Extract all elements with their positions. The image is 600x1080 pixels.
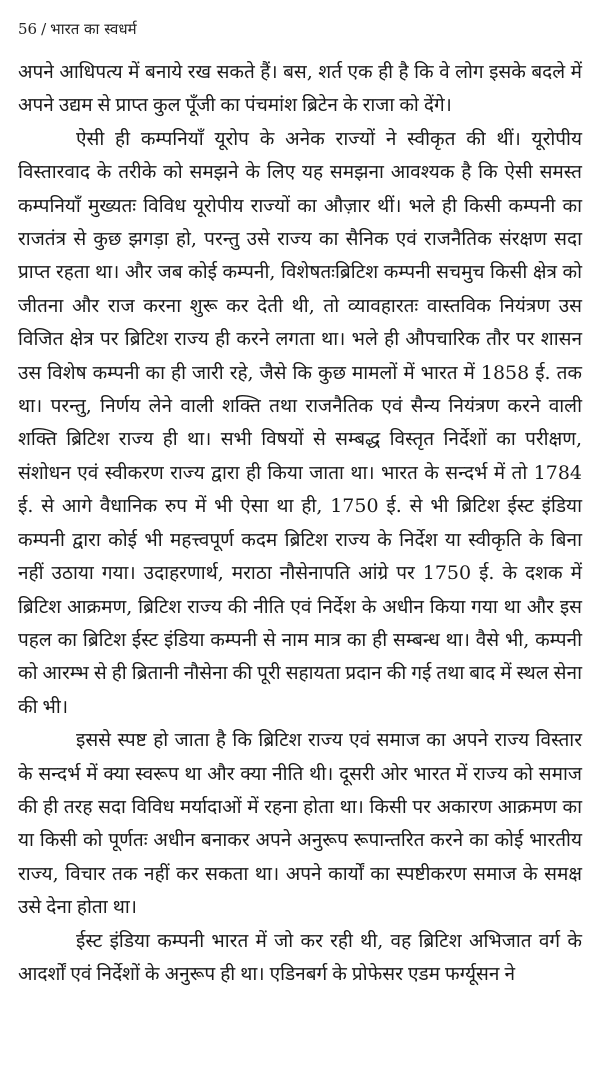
paragraph-3: इससे स्पष्ट हो जाता है कि ब्रिटिश राज्य एवं समाज का अपने राज्य विस्तार के सन्दर्भ में क्या स्वरूप था और क्या नीति थी। दूसरी ओर भारत में राज्य को समाज की ही तरह सदा विविध मर्यादाओं में रहना होता था। किसी पर अकारण आक्रमण का या किसी को पूर्णतः अधीन बनाकर अपने अनुरूप रूपान्तरित करने का कोई भारतीय राज्य, विचार तक नहीं कर सकता था। अपने कार्यों का स्पष्टीकरण समाज के समक्ष उसे देना होता था। [18, 729, 582, 919]
page-number: 56 [18, 20, 38, 38]
paragraph-2: ऐसी ही कम्पनियाँ यूरोप के अनेक राज्यों ने स्वीकृत की थीं। यूरोपीय विस्तारवाद के तरीके को समझने के लिए यह समझना आवश्यक है कि ऐसी समस्त कम्पनियाँ मुख्यतः विविध यूरोपीय राज्यों का औज़ार थीं। भले ही किसी कम्पनी का राजतंत्र से कुछ झगड़ा हो, परन्तु उसे राज्य का सैनिक एवं राजनैतिक संरक्षण सदा प्राप्त रहता था। और जब कोई कम्पनी, विशेषतःब्रिटिश कम्पनी सचमुच किसी क्षेत्र को जीतना और राज करना शुरू कर देती थी, तो व्यावहारतः वास्तविक नियंत्रण उस विजित क्षेत्र पर ब्रिटिश राज्य ही करने लगता था। भले ही औपचारिक तौर पर शासन उस विशेष कम्पनी का ही जारी रहे, जैसे कि कुछ मामलों में भारत में 1858 ई. तक था। परन्तु, निर्णय लेने वाली शक्ति तथा राजनैतिक एवं सैन्य नियंत्रण करने वाली शक्ति ब्रिटिश राज्य ही था। सभी विषयों से सम्बद्ध विस्तृत निर्देशों का परीक्षण, संशोधन एवं स्वीकरण राज्य द्वारा ही किया जाता था। भारत के सन्दर्भ में तो 1784 ई. से आगे वैधानिक रुप में भी ऐसा था ही, 1750 ई. से भी ब्रिटिश ईस्ट इंडिया कम्पनी द्वारा कोई भी महत्त्वपूर्ण कदम ब्रिटिश राज्य के निर्देश या स्वीकृति के बिना नहीं उठाया गया। उदाहरणार्थ, मराठा नौसेनापति आंग्रे पर 1750 ई. के दशक में ब्रिटिश आक्रमण, ब्रिटिश राज्य की नीति एवं निर्देश के अधीन किया गया था और इस पहल का ब्रिटिश ईस्ट इंडिया कम्पनी से नाम मात्र का ही सम्बन्ध था। वैसे भी, कम्पनी को आरम्भ से ही ब्रितानी नौसेना की पूरी सहायता प्रदान की गई तथा बाद में स्थल सेना की भी। [18, 127, 582, 718]
book-title: भारत का स्वधर्म [50, 20, 137, 38]
running-header [18, 20, 582, 38]
header-separator: / [41, 20, 47, 38]
paragraph-4: ईस्ट इंडिया कम्पनी भारत में जो कर रही थी, वह ब्रिटिश अभिजात वर्ग के आदर्शों एवं निर्देशों के अनुरूप ही था। एडिनबर्ग के प्रोफेसर एडम फर्ग्यूसन ने [18, 929, 582, 985]
paragraph-1: अपने आधिपत्य में बनाये रख सकते हैं। बस, शर्त एक ही है कि वे लोग इसके बदले में अपने उद्यम से प्राप्त कुल पूँजी का पंचमांश ब्रिटेन के राजा को देंगे। [18, 61, 582, 117]
body-text [18, 56, 582, 991]
